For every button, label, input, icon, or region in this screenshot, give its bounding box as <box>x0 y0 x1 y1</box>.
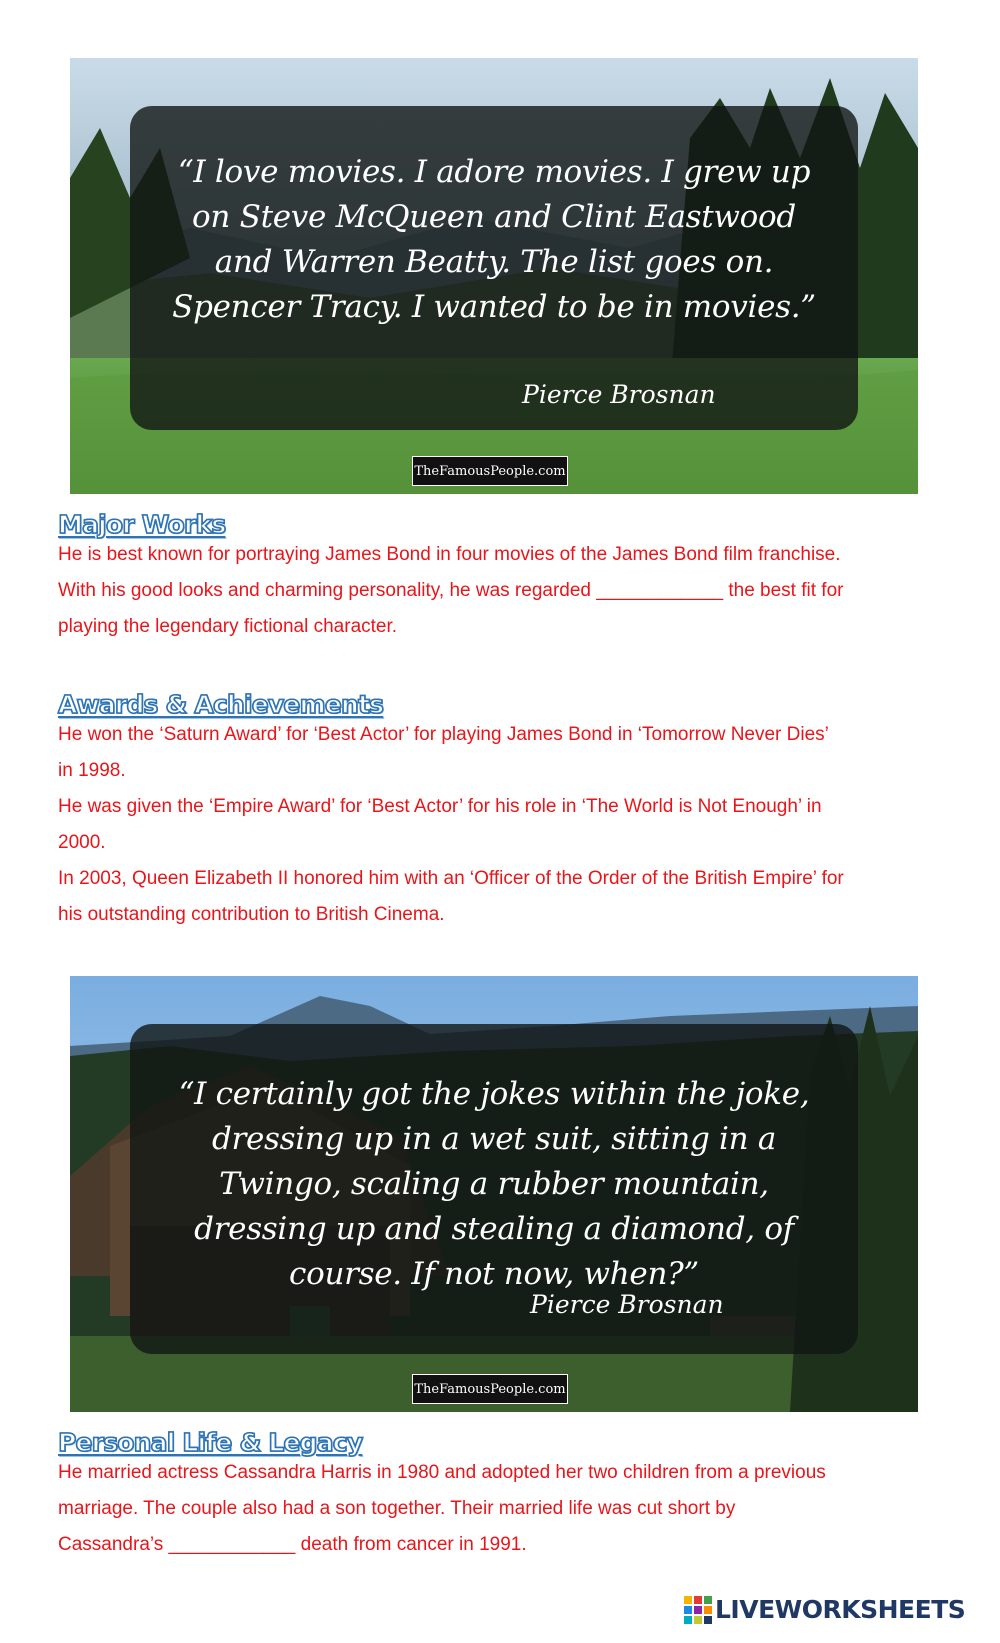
text-line: marriage. The couple also had a son together. Their married life was cut short by <box>58 1498 736 1519</box>
quote-line: “I love movies. I adore movies. I grew up <box>177 154 811 190</box>
quote-line: and Warren Beatty. The list goes on. <box>214 244 774 280</box>
quote-line: Spencer Tracy. I wanted to be in movies.” <box>172 289 816 325</box>
text-line: in 1998. <box>58 760 126 781</box>
text-line: With his good looks and charming personality, he was regarded ____________ the best fit for <box>58 580 844 601</box>
text-line: his outstanding contribution to British Cinema. <box>58 904 445 925</box>
brand-name: LIVEWORKSHEETS <box>715 1595 966 1624</box>
quote-line: dressing up in a wet suit, sitting in a <box>211 1121 777 1157</box>
heading-major-works: Major Works <box>58 510 226 539</box>
quote-line: on Steve McQueen and Clint Eastwood <box>192 199 796 235</box>
quote-image-1 <box>70 58 918 494</box>
source-tag-2: TheFamousPeople.com <box>412 1374 568 1404</box>
quote-box-1 <box>130 106 858 430</box>
text-line: He married actress Cassandra Harris in 1980 and adopted her two children from a previous <box>58 1462 826 1483</box>
text-line: He won the ‘Saturn Award’ for ‘Best Actor’ for playing James Bond in ‘Tomorrow Never Dies’ <box>58 724 829 745</box>
quote-text-1 <box>130 150 858 330</box>
text-line: playing the legendary fictional character. <box>58 616 398 637</box>
text-line: He is best known for portraying James Bond in four movies of the James Bond film franchise. <box>58 544 841 565</box>
heading-personal-life: Personal Life & Legacy <box>58 1428 363 1457</box>
quote-line: dressing up and stealing a diamond, of <box>194 1211 794 1247</box>
liveworksheets-brand <box>684 1592 984 1628</box>
quote-author-1: Pierce Brosnan <box>522 380 716 409</box>
quote-author-2: Pierce Brosnan <box>530 1290 724 1319</box>
heading-awards: Awards & Achievements <box>58 690 384 719</box>
major-works-text <box>58 537 958 645</box>
text-line: He was given the ‘Empire Award’ for ‘Best Actor’ for his role in ‘The World is Not Enough’ in <box>58 796 822 817</box>
awards-text <box>58 717 958 933</box>
source-tag-1: TheFamousPeople.com <box>412 456 568 486</box>
text-line: In 2003, Queen Elizabeth II honored him with an ‘Officer of the Order of the British Empire’ for <box>58 868 844 889</box>
quote-line: course. If not now, when?” <box>289 1256 699 1292</box>
quote-text-2 <box>130 1072 858 1297</box>
text-line: 2000. <box>58 832 106 853</box>
quote-box-2 <box>130 1024 858 1354</box>
quote-line: “I certainly got the jokes within the joke, <box>178 1076 810 1112</box>
quote-line: Twingo, scaling a rubber mountain, <box>219 1166 769 1202</box>
quote-image-2 <box>70 976 918 1412</box>
text-line: Cassandra’s ____________ death from cancer in 1991. <box>58 1534 527 1555</box>
personal-life-text <box>58 1455 958 1563</box>
liveworksheets-logo-icon <box>684 1596 712 1624</box>
